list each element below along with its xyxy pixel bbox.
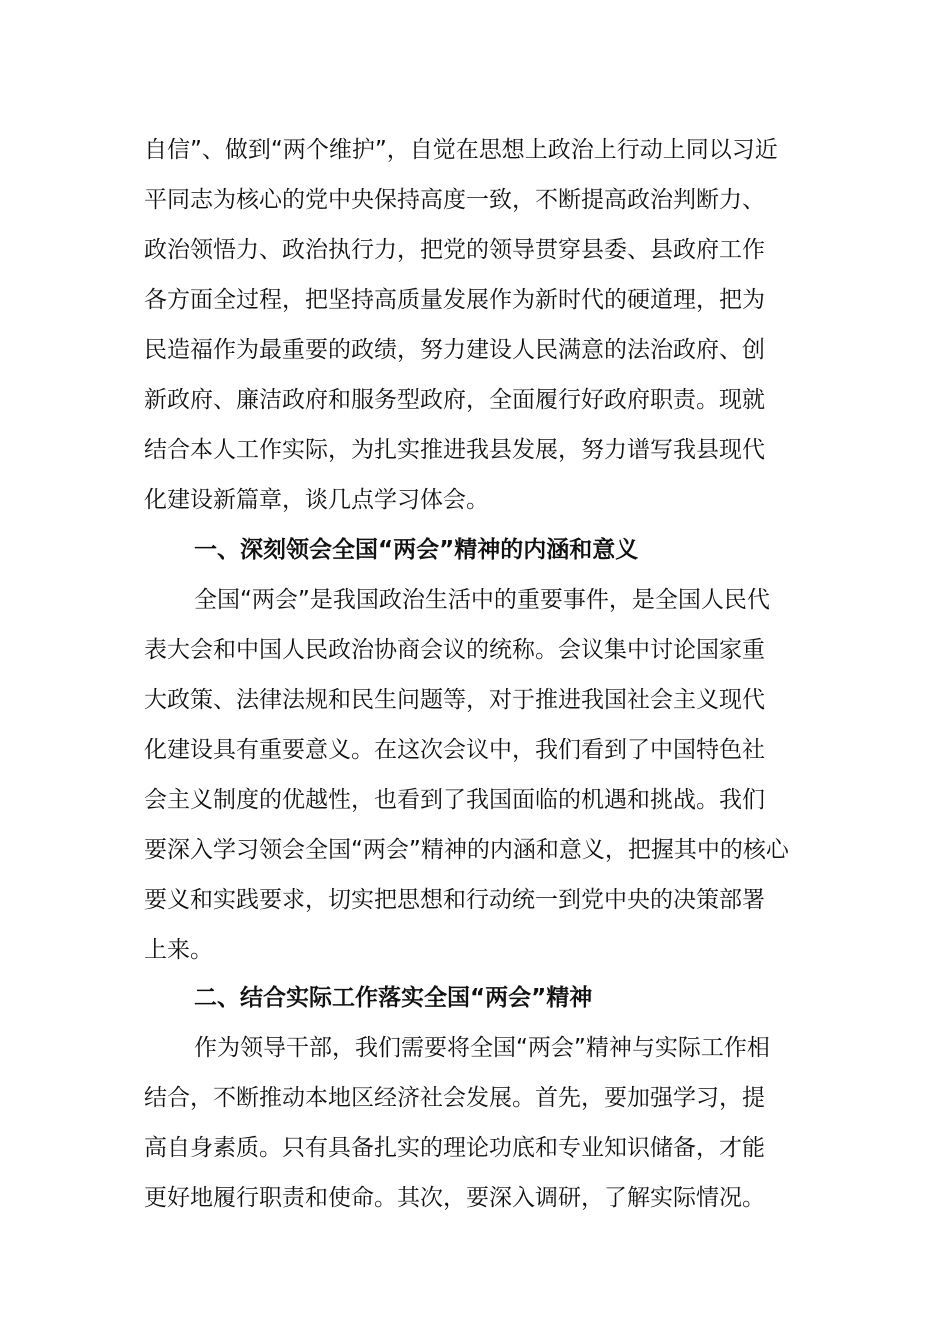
paragraph-line: 大政策、法律法规和民生问题等，对于推进我国社会主义现代 <box>144 687 765 713</box>
section-heading-2: 二、结合实际工作落实全国“两会”精神 <box>194 985 593 1011</box>
section-heading-1: 一、深刻领会全国“两会”精神的内涵和意义 <box>194 537 639 563</box>
paragraph-line: 全国“两会”是我国政治生活中的重要事件，是全国人民代 <box>194 587 770 613</box>
paragraph-line: 化建设具有重要意义。在这次会议中，我们看到了中国特色社 <box>144 737 765 763</box>
paragraph-line: 新政府、廉洁政府和服务型政府，全面履行好政府职责。现就 <box>144 387 765 413</box>
paragraph-line: 表大会和中国人民政治协商会议的统称。会议集中讨论国家重 <box>144 637 765 663</box>
paragraph-line: 要深入学习领会全国“两会”精神的内涵和意义，把握其中的核心 <box>144 837 789 863</box>
paragraph-line: 民造福作为最重要的政绩，努力建设人民满意的法治政府、创 <box>144 337 765 363</box>
paragraph-line: 平同志为核心的党中央保持高度一致，不断提高政治判断力、 <box>144 187 765 213</box>
paragraph-line: 要义和实践要求，切实把思想和行动统一到党中央的决策部署 <box>144 887 765 913</box>
paragraph-line: 会主义制度的优越性，也看到了我国面临的机遇和挑战。我们 <box>144 787 765 813</box>
paragraph-line: 结合，不断推动本地区经济社会发展。首先，要加强学习，提 <box>144 1085 765 1111</box>
paragraph-line: 高自身素质。只有具备扎实的理论功底和专业知识储备，才能 <box>144 1135 765 1161</box>
paragraph-line: 政治领悟力、政治执行力，把党的领导贯穿县委、县政府工作 <box>144 237 765 263</box>
paragraph-line: 自信”、做到“两个维护”，自觉在思想上政治上行动上同以习近 <box>144 137 778 163</box>
paragraph-line: 各方面全过程，把坚持高质量发展作为新时代的硬道理，把为 <box>144 287 765 313</box>
paragraph-line: 化建设新篇章，谈几点学习体会。 <box>144 487 489 513</box>
paragraph-line: 作为领导干部，我们需要将全国“两会”精神与实际工作相 <box>194 1035 770 1061</box>
paragraph-line: 上来。 <box>144 937 213 963</box>
paragraph-line: 结合本人工作实际，为扎实推进我县发展，努力谱写我县现代 <box>144 437 765 463</box>
paragraph-line: 更好地履行职责和使命。其次，要深入调研，了解实际情况。 <box>144 1185 765 1211</box>
